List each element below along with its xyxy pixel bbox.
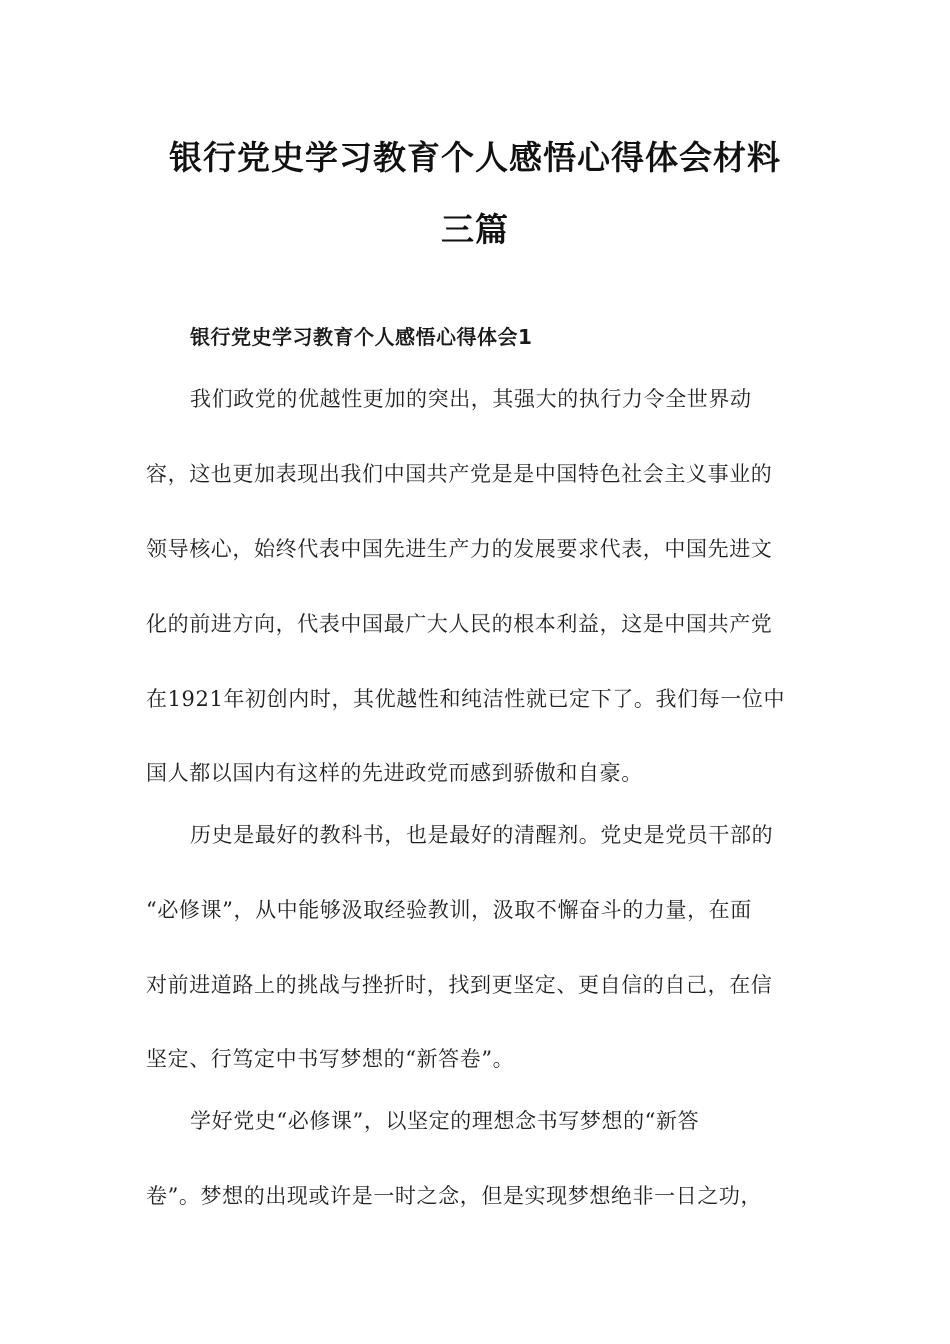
document-title-line-2: 三篇 [441, 210, 509, 249]
body-line: 学好党史“必修课”，以坚定的理想念书写梦想的“新答 [190, 1109, 700, 1133]
body-line: 国人都以国内有这样的先进政党而感到骄傲和自豪。 [146, 761, 643, 785]
body-line: 历史是最好的教科书，也是最好的清醒剂。党史是党员干部的 [190, 823, 774, 847]
body-line: 领导核心，始终代表中国先进生产力的发展要求代表，中国先进文 [146, 537, 773, 561]
document-title-line-1: 银行党史学习教育个人感悟心得体会材料 [169, 138, 781, 177]
body-line: 化的前进方向，代表中国最广大人民的根本利益，这是中国共产党 [146, 612, 773, 636]
body-line: “必修课”，从中能够汲取经验教训，汲取不懈奋斗的力量，在面 [146, 898, 752, 922]
body-line: 容，这也更加表现出我们中国共产党是是中国特色社会主义事业的 [146, 462, 773, 486]
body-line: 卷”。梦想的出现或许是一时之念，但是实现梦想绝非一日之功， [146, 1184, 763, 1208]
body-line: 对前进道路上的挑战与挫折时，找到更坚定、更自信的自己，在信 [146, 973, 773, 997]
section-heading: 银行党史学习教育个人感悟心得体会1 [190, 325, 533, 349]
body-line: 坚定、行笃定中书写梦想的“新答卷”。 [146, 1047, 515, 1071]
body-line: 在1921年初创内时，其优越性和纯洁性就已定下了。我们每一位中 [146, 687, 786, 711]
body-line: 我们政党的优越性更加的突出，其强大的执行力令全世界动 [190, 387, 752, 411]
